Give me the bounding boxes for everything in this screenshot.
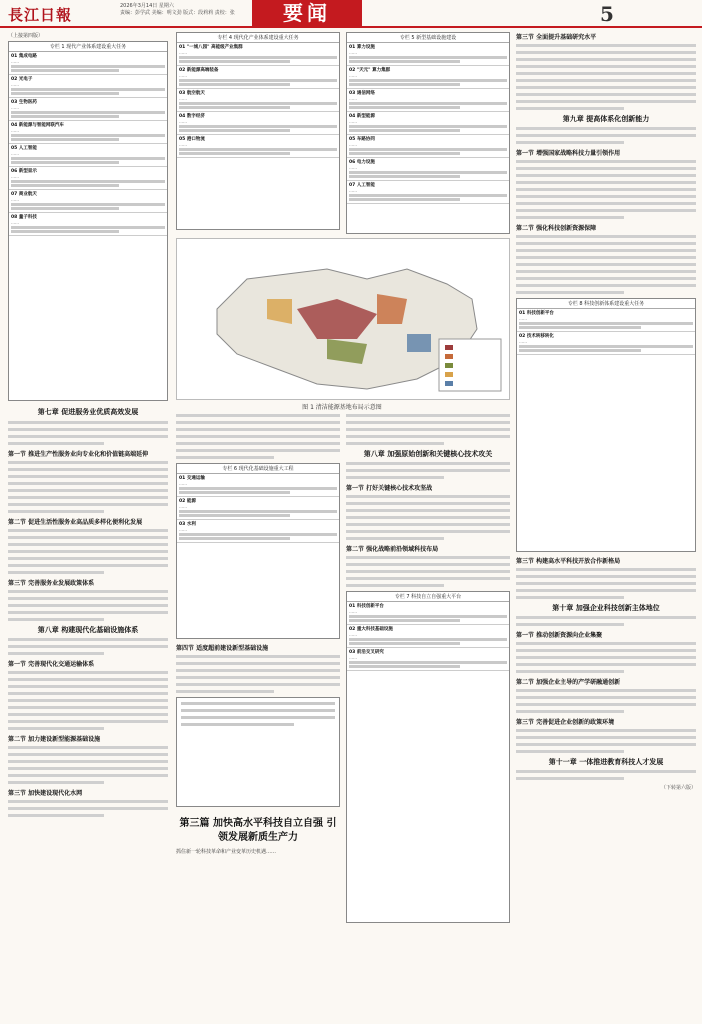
row-text: ……	[349, 50, 357, 55]
table-modern-industry	[8, 41, 168, 401]
table-row	[177, 474, 339, 497]
middle-lower	[176, 414, 340, 856]
section-heading: 第二节 强化战略前沿领域科技布局	[346, 546, 439, 553]
section-title: 要闻	[252, 0, 362, 26]
table-row	[347, 181, 509, 204]
body-text	[176, 655, 340, 693]
row-text: ……	[11, 105, 19, 110]
table-rows	[517, 309, 695, 355]
row-heading: 01 科技创新平台	[349, 604, 384, 609]
legend-swatch	[445, 354, 453, 359]
table-row	[517, 332, 695, 355]
row-text: ……	[11, 82, 19, 87]
row-text: ……	[11, 197, 19, 202]
table-small	[176, 697, 340, 807]
table-row	[9, 213, 167, 236]
legend-swatch	[445, 345, 453, 350]
date-line	[120, 3, 235, 17]
table-row	[347, 158, 509, 181]
table-rows	[9, 52, 167, 236]
row-heading: 04 新能源与智能网联汽车	[11, 123, 64, 128]
row-text: ……	[11, 174, 19, 179]
table-new-infra	[346, 32, 510, 234]
row-heading: 02 重大科技基础设施	[349, 627, 393, 632]
row-text: ……	[349, 142, 357, 147]
masthead-divider	[0, 26, 702, 28]
row-text: ……	[349, 96, 357, 101]
section-heading: 第一节 增强国家战略科技力量引领作用	[516, 150, 621, 157]
row-heading: 02 光电子	[11, 77, 33, 82]
table-infrastructure	[176, 463, 340, 639]
continued-footer: （下转第六版）	[660, 785, 696, 791]
table-row	[517, 309, 695, 332]
energy-base-map	[176, 238, 510, 400]
table-row	[9, 121, 167, 144]
right-column	[516, 32, 696, 791]
section-heading: 第三节 全面提升基础研究水平	[516, 34, 597, 41]
body-text	[8, 529, 168, 574]
section-heading: 第一节 推动创新资源向企业集聚	[516, 632, 603, 639]
row-heading: 03 通信网络	[349, 91, 375, 96]
legend-swatch	[445, 381, 453, 386]
row-text: ……	[349, 165, 357, 170]
table-row	[177, 89, 339, 112]
section-heading: 第三节 加快建设现代化水网	[8, 790, 83, 797]
table-title: 专栏 7 科技自立自强重大平台	[347, 592, 509, 602]
row-text: ……	[179, 504, 187, 509]
table-row	[9, 98, 167, 121]
row-text: ……	[11, 220, 19, 225]
row-heading: 01 科技创新平台	[519, 311, 554, 316]
section-heading: 第三节 构建高水平科技开放合作新格局	[516, 558, 621, 565]
row-heading: 07 商业航天	[11, 192, 37, 197]
row-heading: 02 新能源高端装备	[179, 68, 219, 73]
table-row	[177, 497, 339, 520]
section-heading: 第一节 推进生产性服务业向专业化和价值链高端延伸	[8, 451, 149, 458]
section-heading: 第二节 加力建设新型能源基础设施	[8, 736, 101, 743]
left-column	[8, 32, 168, 821]
table-row	[347, 625, 509, 648]
continued-note: （上接第四版）	[8, 33, 44, 39]
row-text: ……	[519, 339, 527, 344]
row-heading: 03 水利	[179, 522, 196, 527]
section-heading: 第二节 加强企业主导的产学研融通创新	[516, 679, 621, 686]
row-text: ……	[11, 128, 19, 133]
table-row	[9, 75, 167, 98]
body-text	[176, 414, 340, 459]
body-text	[516, 689, 696, 713]
body-text	[516, 568, 696, 599]
section-heading: 第三节 完善服务业发展政策体系	[8, 580, 95, 587]
chapter-title: 第九章 提高体系化创新能力	[562, 115, 650, 123]
chapter-title: 第八章 构建现代化基础设施体系	[37, 626, 139, 634]
row-text: ……	[349, 188, 357, 193]
table-title: 专栏 1 现代产业体系建设重大任务	[9, 42, 167, 52]
date-text: 2026年3月14日 星期六	[120, 3, 174, 9]
table-row	[177, 520, 339, 543]
body-text	[516, 127, 696, 144]
table-innovation-system	[516, 298, 696, 552]
table-row	[347, 648, 509, 671]
body-text	[516, 770, 696, 780]
row-heading: 05 车路协同	[349, 137, 375, 142]
table-title: 专栏 8 科技创新体系建设重大任务	[517, 299, 695, 309]
section-heading: 第一节 打好关键核心技术攻坚战	[346, 485, 433, 492]
table-row	[347, 112, 509, 135]
row-text: ……	[179, 96, 187, 101]
row-text: ……	[179, 50, 187, 55]
body-text	[516, 235, 696, 294]
row-heading: 03 生物医药	[11, 100, 37, 105]
table-row	[177, 66, 339, 89]
table-row	[9, 190, 167, 213]
table-row	[347, 66, 509, 89]
row-heading: 01 算力设施	[349, 45, 375, 50]
table-row	[177, 112, 339, 135]
legend-swatch	[445, 372, 453, 377]
body-text	[346, 414, 510, 445]
map-region	[407, 334, 431, 352]
part-title: 第三篇 加快高水平科技自立自强 引领发展新质生产力	[179, 818, 337, 843]
body-text	[516, 44, 696, 110]
newspaper-logo: 長江日報	[8, 6, 73, 24]
body-text	[516, 729, 696, 753]
row-heading: 04 新型能源	[349, 114, 375, 119]
map-graphic	[177, 239, 509, 399]
body-text	[8, 461, 168, 513]
right-mid-column	[346, 32, 510, 234]
body-text	[8, 746, 168, 784]
row-text: ……	[349, 609, 357, 614]
table-rows	[347, 602, 509, 671]
body-text	[8, 671, 168, 730]
row-text: ……	[179, 142, 187, 147]
page-number: 5	[600, 2, 614, 26]
middle-column	[176, 32, 340, 230]
table-row	[347, 135, 509, 158]
masthead	[0, 0, 702, 26]
body-text	[516, 160, 696, 219]
table-row	[177, 135, 339, 158]
row-heading: 06 新型显示	[11, 169, 37, 174]
table-title: 专栏 4 现代化产业体系建设重大任务	[177, 33, 339, 43]
table-row	[347, 43, 509, 66]
section-heading: 第一节 完善现代化交通运输体系	[8, 661, 95, 668]
table-rows	[177, 43, 339, 158]
table-tech-platforms	[346, 591, 510, 923]
row-heading: 01 交通运输	[179, 476, 205, 481]
row-text: ……	[349, 119, 357, 124]
table-title: 专栏 5 新型基础设施建设	[347, 33, 509, 43]
row-heading: 05 港口物流	[179, 137, 205, 142]
editors-text: 责编：彭学武 美编：明文劲 版式：段莉莉 责校：张	[120, 10, 235, 16]
row-text: ……	[11, 59, 19, 64]
row-heading: 01 集成电路	[11, 54, 37, 59]
table-row	[9, 167, 167, 190]
body-text	[516, 616, 696, 626]
row-heading: 03 前沿交叉研究	[349, 650, 384, 655]
body-text	[346, 556, 510, 587]
body-text	[516, 642, 696, 673]
row-heading: 02 能源	[179, 499, 196, 504]
map-region	[377, 294, 407, 324]
table-row	[9, 52, 167, 75]
table-row	[177, 43, 339, 66]
section-heading: 第三节 完善促进企业创新的政策环境	[516, 719, 615, 726]
row-text: ……	[349, 632, 357, 637]
row-heading: 07 人工智能	[349, 183, 375, 188]
table-row	[9, 144, 167, 167]
body-text	[8, 800, 168, 817]
section-heading: 第四节 适度超前建设新型基础设施	[176, 645, 269, 652]
row-text: ……	[349, 73, 357, 78]
body-text	[8, 638, 168, 655]
table-row	[347, 89, 509, 112]
row-heading: 02 "天元" 算力集群	[349, 68, 391, 73]
row-heading: 08 量子科技	[11, 215, 37, 220]
row-text: ……	[179, 73, 187, 78]
row-text: ……	[349, 655, 357, 660]
table-industry-tasks	[176, 32, 340, 230]
row-heading: 02 技术转移转化	[519, 334, 554, 339]
row-heading: 03 航空航天	[179, 91, 205, 96]
legend-swatch	[445, 363, 453, 368]
row-text: ……	[179, 527, 187, 532]
map-caption: 图 1 清洁能源基地布局示意图	[302, 404, 382, 411]
chapter-title: 第十一章 一体推进教育科技人才发展	[548, 758, 664, 766]
chapter-title: 第七章 促进服务业优质高效发展	[37, 408, 139, 416]
row-heading: 06 电力设施	[349, 160, 375, 165]
row-text: ……	[11, 151, 19, 156]
row-heading: 04 数字经济	[179, 114, 205, 119]
body-text	[8, 421, 168, 445]
table-row	[347, 602, 509, 625]
table-rows	[347, 43, 509, 204]
row-text: ……	[179, 481, 187, 486]
row-text: ……	[519, 316, 527, 321]
row-heading: 01 "一城八园" 高能级产业集群	[179, 45, 243, 50]
chapter-title: 第八章 加强原始创新和关键核心技术攻关	[363, 450, 493, 458]
row-heading: 05 人工智能	[11, 146, 37, 151]
table-title: 专栏 6 现代化基础设施重大工程	[177, 464, 339, 474]
section-heading: 第二节 促进生活性服务业高品质多样化便利化发展	[8, 519, 143, 526]
right-mid-lower	[346, 414, 510, 923]
table-rows	[177, 474, 339, 543]
body-text	[346, 462, 510, 479]
body-text	[8, 590, 168, 621]
row-text: ……	[179, 119, 187, 124]
section-heading: 第二节 强化科技创新资源保障	[516, 225, 597, 232]
body-text	[346, 495, 510, 540]
chapter-title: 第十章 加强企业科技创新主体地位	[552, 604, 660, 612]
part-intro: 抓住新一轮科技革命和产业变革历史机遇……	[176, 849, 277, 855]
